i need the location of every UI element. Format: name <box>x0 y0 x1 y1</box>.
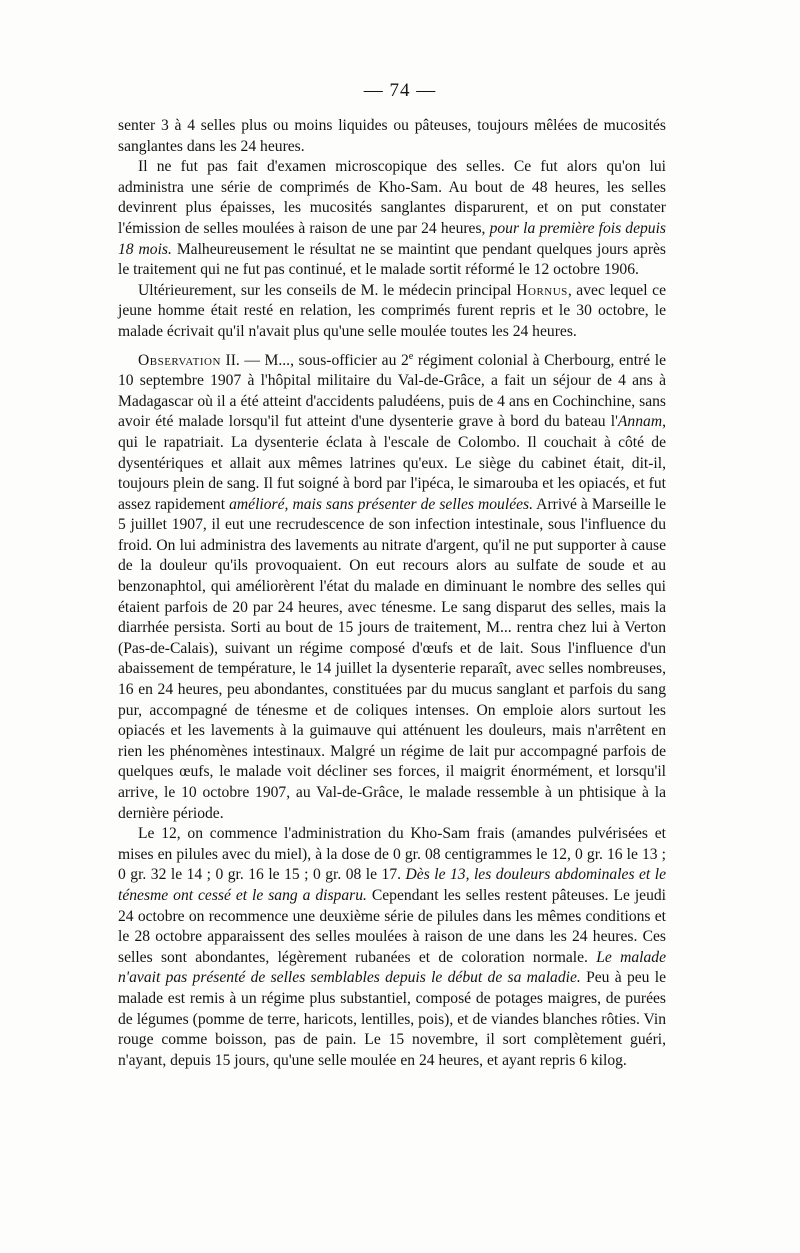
paragraph-1 <box>118 116 666 157</box>
paragraph-5-text-e: Peu à peu le malade est remis à un régime plus substantiel, composé de potages maigres, de purées de légumes (pomme de terre, haricots, lentilles, pois), et de viandes blanches rôties. Vin rouge comme boisson, pas de pain. Le 15 novembre, il sort complètement guéri, n'ayant, depuis 15 jours, qu'une selle moulée en 24 heures, et ayant repris 6 kilog. <box>118 969 666 1069</box>
paragraph-5-text-a: Le 12, on commence l'administration du Kho-Sam frais (amandes pulvérisées et mises en pilules avec du miel), à la dose de 0 gr. 08 centigrammes le 12, 0 gr. 16 le 13 ; 0 gr. 32 le 14 ; 0 gr. 16 le 15 ; 0 gr. 08 le 17. <box>118 825 666 884</box>
ship-name-annam: Annam <box>617 413 663 431</box>
observation-2-emphasis: amélioré, mais sans présenter de selles moulées. <box>229 495 534 513</box>
observation-2-text-b: II. — M..., sous-officier au 2 <box>220 351 409 369</box>
paragraph-5-emphasis-1: Dès le 13, les douleurs abdominales et le ténesme ont cessé et le sang a disparu. <box>118 866 666 904</box>
person-name-hornus: Hornus <box>516 281 568 299</box>
paragraph-2-text-a: Il ne fut pas fait d'examen microscopique des selles. Ce fut alors qu'on lui administra une série de comprimés de Kho-Sam. Au bout de 48 heures, les selles devinrent plus épaisses, les mucosités sanglantes disparurent, et on put constater l'émission de selles moulées à raison de une par 24 heures, <box>118 158 666 237</box>
paragraph-2-emphasis: pour la première fois depuis 18 mois. <box>118 219 666 258</box>
paragraph-5-text-c: Cependant les selles restent pâteuses. Le jeudi 24 octobre on recommence une deuxième série de pilules dans les mêmes conditions et le 28 octobre apparaissent des selles moulées à raison de une dans les 24 heures. Ces selles sont abondantes, légèrement rubanées et de coloration normale. <box>118 886 666 966</box>
observation-2-text-d: régiment colonial à Cherbourg, entré le 10 septembre 1907 à l'hôpital militaire du Val-de-Grâce, a fait un séjour de 4 ans à Madagascar où il a été atteint d'accidents paludéens, puis de 4 ans en Cochinchine, sans avoir été malade lorsqu'il fut atteint d'une dysenterie grave à bord du bateau l' <box>118 351 666 431</box>
body-text <box>118 116 666 1071</box>
paragraph-5 <box>118 824 666 1071</box>
observation-2-text-f: , qui le rapatriait. La dysenterie éclata à l'escale de Colombo. Il couchait à côté de dysentériques et allait aux mêmes latrines qu'eux. Le siège du cabinet était, dit-il, toujours plein de sang. Il fut soigné à bord par l'ipéca, le simarouba et les opiacés, et fut assez rapidement <box>118 413 666 513</box>
paragraph-3-text-c: , avec lequel ce jeune homme était resté en relation, les comprimés furent repris et le 30 octobre, le malade écrivait qu'il n'avait plus qu'une selle moulée toutes les 24 heures. <box>118 281 667 340</box>
observation-2-text-h: Arrivé à Marseille le 5 juillet 1907, il eut une recrudescence de son infection intestinale, sous l'influence du froid. On lui administra des lavements au nitrate d'argent, qu'il ne put supporter à cause de la douleur qu'ils provoquaient. On eut recours alors au sulfate de soude et au benzonaphtol, qui améliorèrent l'état du malade en diminuant le nombre des selles qui étaient parfois de 20 par 24 heures, avec ténesme. Le sang disparut des selles, mais la diarrhée persista. Sorti au bout de 15 jours de traitement, M... rentra chez lui à Verton (Pas-de-Calais), suivant un régime composé d'œufs et de lait. Sous l'influence d'un abaissement de température, le 14 juillet la dysenterie reparaît, avec selles nombreuses, 16 en 24 heures, peu abondantes, constituées par du mucus sanglant et parfois du sang pur, accompagné de ténesme et de coliques intenses. On emploie alors surtout les opiacés et les lavements à la guimauve qui atténuent les douleurs, mais n'arrêtent en rien les phénomènes intestinaux. Malgré un régime de lait pur accompagné parfois de quelques œufs, le malade voit décliner ses forces, il maigrit énormément, et lorsqu'il arrive, le 10 octobre 1907, au Val-de-Grâce, le malade ressemble à un phtisique à la dernière période. <box>118 495 667 822</box>
paragraph-1-text: senter 3 à 4 selles plus ou moins liquides ou pâteuses, toujours mêlées de mucosités sanglantes dans les 24 heures. <box>118 117 666 155</box>
paragraph-3-text-a: Ultérieurement, sur les conseils de M. le médecin principal <box>138 281 517 299</box>
paragraph-2 <box>118 157 666 281</box>
observation-2-paragraph <box>118 351 666 825</box>
page-number: — 74 — <box>363 80 437 101</box>
observation-heading: Observation <box>138 351 221 369</box>
paragraph-3 <box>118 281 666 343</box>
ordinal-superscript: e <box>408 350 414 362</box>
paragraph-5-emphasis-2: Le malade n'avait pas présenté de selles semblables depuis le début de sa maladie. <box>118 948 666 987</box>
paragraph-2-text-c: Malheureusement le résultat ne se maintint que pendant quelques jours après le traitement qui ne fut pas continué, et le malade sortit réformé le 12 octobre 1906. <box>118 240 667 279</box>
